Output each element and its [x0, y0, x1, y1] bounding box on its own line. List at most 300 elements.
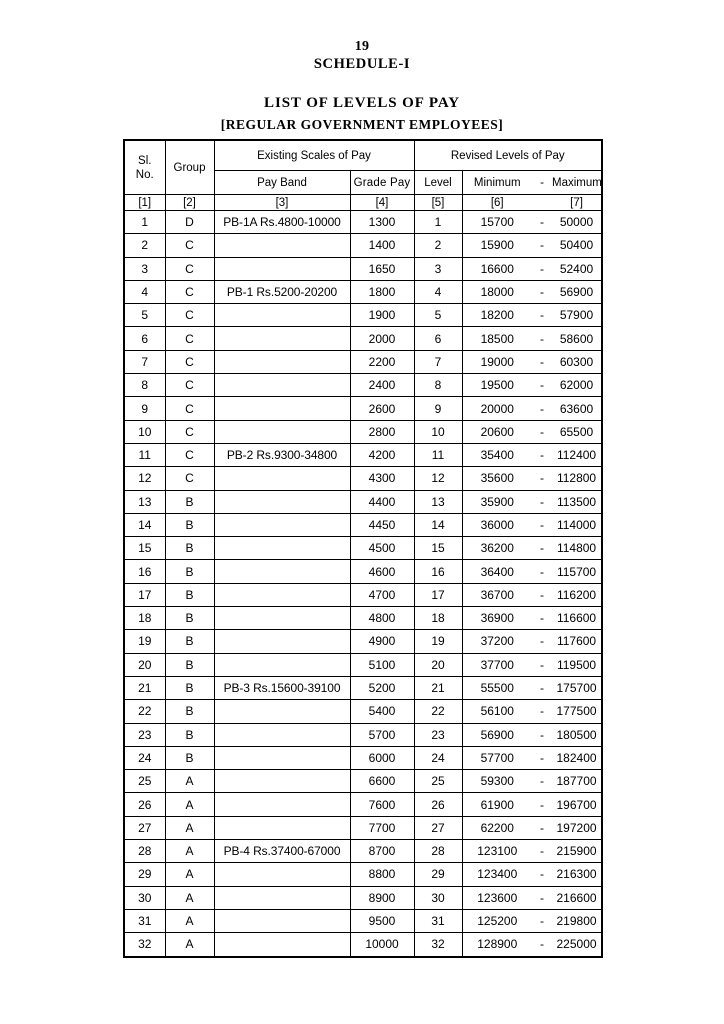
table-row	[124, 933, 602, 957]
header-row-column-numbers	[124, 195, 602, 211]
cell-level: 29	[414, 863, 462, 886]
column-number-5: [5]	[414, 195, 462, 211]
cell-group: B	[165, 607, 214, 630]
cell-group: A	[165, 840, 214, 863]
column-number-2: [2]	[165, 195, 214, 211]
cell-pay-band	[214, 793, 350, 816]
cell-range-dash: -	[532, 723, 552, 746]
cell-pay-band	[214, 350, 350, 373]
cell-group: C	[165, 397, 214, 420]
table-row	[124, 304, 602, 327]
cell-grade-pay: 2200	[350, 350, 414, 373]
cell-maximum: 112400	[552, 443, 602, 466]
cell-group: C	[165, 350, 214, 373]
cell-range-dash: -	[532, 886, 552, 909]
cell-group: C	[165, 257, 214, 280]
cell-grade-pay: 7600	[350, 793, 414, 816]
cell-grade-pay: 10000	[350, 933, 414, 957]
pay-levels-table-container	[123, 139, 601, 958]
cell-maximum: 180500	[552, 723, 602, 746]
cell-range-dash: -	[532, 350, 552, 373]
cell-level: 20	[414, 653, 462, 676]
cell-grade-pay: 1800	[350, 280, 414, 303]
cell-maximum: 116600	[552, 607, 602, 630]
cell-sl-no: 30	[124, 886, 165, 909]
cell-range-dash: -	[532, 653, 552, 676]
cell-pay-band: PB-2 Rs.9300-34800	[214, 443, 350, 466]
cell-sl-no: 2	[124, 234, 165, 257]
table-row	[124, 886, 602, 909]
cell-range-dash: -	[532, 933, 552, 957]
cell-grade-pay: 5100	[350, 653, 414, 676]
cell-maximum: 52400	[552, 257, 602, 280]
cell-group: B	[165, 700, 214, 723]
cell-range-dash: -	[532, 793, 552, 816]
cell-pay-band	[214, 560, 350, 583]
cell-grade-pay: 1900	[350, 304, 414, 327]
cell-range-dash: -	[532, 257, 552, 280]
table-row	[124, 467, 602, 490]
table-row	[124, 513, 602, 536]
cell-range-dash: -	[532, 234, 552, 257]
cell-pay-band	[214, 653, 350, 676]
cell-group: B	[165, 676, 214, 699]
cell-maximum: 197200	[552, 816, 602, 839]
cell-pay-band	[214, 467, 350, 490]
cell-sl-no: 20	[124, 653, 165, 676]
cell-maximum: 117600	[552, 630, 602, 653]
cell-sl-no: 6	[124, 327, 165, 350]
table-row	[124, 234, 602, 257]
cell-group: A	[165, 863, 214, 886]
column-number-7: [7]	[552, 195, 602, 211]
cell-level: 9	[414, 397, 462, 420]
cell-group: B	[165, 560, 214, 583]
page-number: 19	[354, 39, 370, 54]
pay-levels-table	[123, 139, 603, 958]
header-grade-pay: Grade Pay	[350, 171, 414, 195]
header-revised-levels: Revised Levels of Pay	[414, 140, 602, 171]
cell-maximum: 112800	[552, 467, 602, 490]
cell-grade-pay: 5700	[350, 723, 414, 746]
cell-pay-band	[214, 863, 350, 886]
cell-level: 25	[414, 770, 462, 793]
cell-maximum: 50400	[552, 234, 602, 257]
cell-pay-band	[214, 933, 350, 957]
cell-level: 5	[414, 304, 462, 327]
cell-group: C	[165, 374, 214, 397]
table-body	[124, 211, 602, 957]
cell-pay-band	[214, 537, 350, 560]
table-row	[124, 327, 602, 350]
cell-grade-pay: 4200	[350, 443, 414, 466]
cell-maximum: 175700	[552, 676, 602, 699]
cell-range-dash: -	[532, 700, 552, 723]
table-row	[124, 397, 602, 420]
cell-grade-pay: 1650	[350, 257, 414, 280]
cell-sl-no: 29	[124, 863, 165, 886]
cell-grade-pay: 4400	[350, 490, 414, 513]
cell-grade-pay: 2600	[350, 397, 414, 420]
cell-pay-band	[214, 909, 350, 932]
header-level: Level	[414, 171, 462, 195]
table-row	[124, 257, 602, 280]
cell-level: 28	[414, 840, 462, 863]
cell-minimum: 36700	[462, 583, 532, 606]
cell-pay-band	[214, 304, 350, 327]
column-number-4: [4]	[350, 195, 414, 211]
table-header	[124, 140, 602, 211]
cell-group: B	[165, 723, 214, 746]
cell-level: 22	[414, 700, 462, 723]
cell-maximum: 196700	[552, 793, 602, 816]
cell-group: B	[165, 630, 214, 653]
cell-level: 13	[414, 490, 462, 513]
cell-minimum: 36400	[462, 560, 532, 583]
table-row	[124, 607, 602, 630]
cell-range-dash: -	[532, 280, 552, 303]
cell-sl-no: 16	[124, 560, 165, 583]
cell-minimum: 35900	[462, 490, 532, 513]
cell-minimum: 36200	[462, 537, 532, 560]
cell-pay-band	[214, 607, 350, 630]
cell-level: 32	[414, 933, 462, 957]
cell-group: B	[165, 537, 214, 560]
header-range-dash: -	[532, 171, 552, 195]
cell-level: 11	[414, 443, 462, 466]
cell-range-dash: -	[532, 513, 552, 536]
table-row	[124, 909, 602, 932]
cell-pay-band	[214, 374, 350, 397]
cell-sl-no: 25	[124, 770, 165, 793]
table-row	[124, 374, 602, 397]
cell-maximum: 58600	[552, 327, 602, 350]
cell-minimum: 61900	[462, 793, 532, 816]
cell-maximum: 114000	[552, 513, 602, 536]
table-row	[124, 793, 602, 816]
cell-minimum: 19000	[462, 350, 532, 373]
cell-sl-no: 24	[124, 746, 165, 769]
cell-pay-band	[214, 257, 350, 280]
table-row	[124, 676, 602, 699]
cell-sl-no: 5	[124, 304, 165, 327]
cell-range-dash: -	[532, 863, 552, 886]
cell-grade-pay: 9500	[350, 909, 414, 932]
cell-maximum: 177500	[552, 700, 602, 723]
header-group: Group	[165, 140, 214, 195]
table-row	[124, 420, 602, 443]
cell-group: A	[165, 933, 214, 957]
cell-sl-no: 19	[124, 630, 165, 653]
table-row	[124, 840, 602, 863]
cell-sl-no: 8	[124, 374, 165, 397]
cell-minimum: 16600	[462, 257, 532, 280]
cell-maximum: 65500	[552, 420, 602, 443]
cell-group: B	[165, 653, 214, 676]
cell-range-dash: -	[532, 327, 552, 350]
cell-sl-no: 10	[124, 420, 165, 443]
cell-level: 21	[414, 676, 462, 699]
cell-grade-pay: 4800	[350, 607, 414, 630]
cell-range-dash: -	[532, 630, 552, 653]
cell-grade-pay: 2000	[350, 327, 414, 350]
cell-sl-no: 27	[124, 816, 165, 839]
column-number-3: [3]	[214, 195, 350, 211]
cell-pay-band	[214, 583, 350, 606]
cell-pay-band: PB-1A Rs.4800-10000	[214, 211, 350, 234]
cell-grade-pay: 5400	[350, 700, 414, 723]
table-row	[124, 700, 602, 723]
cell-minimum: 59300	[462, 770, 532, 793]
cell-maximum: 216600	[552, 886, 602, 909]
cell-grade-pay: 1400	[350, 234, 414, 257]
cell-minimum: 37200	[462, 630, 532, 653]
cell-maximum: 219800	[552, 909, 602, 932]
cell-sl-no: 7	[124, 350, 165, 373]
cell-maximum: 119500	[552, 653, 602, 676]
table-row	[124, 816, 602, 839]
cell-grade-pay: 4300	[350, 467, 414, 490]
table-row	[124, 537, 602, 560]
cell-grade-pay: 1300	[350, 211, 414, 234]
header-sl-no-line1: Sl.	[138, 154, 152, 167]
table-row	[124, 350, 602, 373]
header-sl-no-line2: No.	[135, 168, 154, 181]
cell-maximum: 56900	[552, 280, 602, 303]
column-number-spacer	[532, 195, 552, 211]
cell-pay-band: PB-3 Rs.15600-39100	[214, 676, 350, 699]
cell-minimum: 36000	[462, 513, 532, 536]
cell-level: 19	[414, 630, 462, 653]
cell-sl-no: 21	[124, 676, 165, 699]
cell-range-dash: -	[532, 211, 552, 234]
cell-group: A	[165, 816, 214, 839]
table-row	[124, 280, 602, 303]
cell-sl-no: 18	[124, 607, 165, 630]
table-row	[124, 863, 602, 886]
table-row	[124, 490, 602, 513]
cell-range-dash: -	[532, 909, 552, 932]
cell-range-dash: -	[532, 770, 552, 793]
cell-minimum: 18000	[462, 280, 532, 303]
cell-grade-pay: 8800	[350, 863, 414, 886]
cell-group: C	[165, 234, 214, 257]
cell-group: C	[165, 420, 214, 443]
cell-group: A	[165, 909, 214, 932]
cell-sl-no: 17	[124, 583, 165, 606]
cell-range-dash: -	[532, 537, 552, 560]
cell-pay-band	[214, 816, 350, 839]
cell-range-dash: -	[532, 304, 552, 327]
cell-group: B	[165, 490, 214, 513]
cell-pay-band	[214, 630, 350, 653]
cell-sl-no: 12	[124, 467, 165, 490]
cell-minimum: 19500	[462, 374, 532, 397]
cell-maximum: 60300	[552, 350, 602, 373]
cell-level: 3	[414, 257, 462, 280]
cell-maximum: 225000	[552, 933, 602, 957]
cell-minimum: 125200	[462, 909, 532, 932]
cell-level: 8	[414, 374, 462, 397]
cell-level: 23	[414, 723, 462, 746]
cell-maximum: 215900	[552, 840, 602, 863]
cell-range-dash: -	[532, 816, 552, 839]
cell-level: 14	[414, 513, 462, 536]
page-subtitle: [REGULAR GOVERNMENT EMPLOYEES]	[220, 117, 504, 132]
cell-sl-no: 28	[124, 840, 165, 863]
cell-pay-band	[214, 886, 350, 909]
cell-grade-pay: 4600	[350, 560, 414, 583]
cell-group: C	[165, 467, 214, 490]
cell-pay-band	[214, 397, 350, 420]
cell-pay-band	[214, 234, 350, 257]
cell-sl-no: 1	[124, 211, 165, 234]
cell-pay-band	[214, 746, 350, 769]
cell-sl-no: 3	[124, 257, 165, 280]
cell-sl-no: 14	[124, 513, 165, 536]
cell-group: C	[165, 304, 214, 327]
cell-level: 26	[414, 793, 462, 816]
cell-grade-pay: 8900	[350, 886, 414, 909]
cell-pay-band	[214, 490, 350, 513]
cell-range-dash: -	[532, 746, 552, 769]
cell-maximum: 62000	[552, 374, 602, 397]
cell-grade-pay: 4450	[350, 513, 414, 536]
cell-group: D	[165, 211, 214, 234]
cell-pay-band	[214, 723, 350, 746]
cell-group: A	[165, 793, 214, 816]
cell-range-dash: -	[532, 397, 552, 420]
cell-sl-no: 9	[124, 397, 165, 420]
cell-range-dash: -	[532, 467, 552, 490]
cell-sl-no: 13	[124, 490, 165, 513]
cell-range-dash: -	[532, 374, 552, 397]
header-sl-no	[124, 140, 165, 195]
cell-sl-no: 26	[124, 793, 165, 816]
cell-range-dash: -	[532, 840, 552, 863]
cell-maximum: 114800	[552, 537, 602, 560]
cell-range-dash: -	[532, 420, 552, 443]
cell-range-dash: -	[532, 490, 552, 513]
cell-minimum: 35600	[462, 467, 532, 490]
schedule-title: SCHEDULE-I	[313, 56, 411, 72]
cell-maximum: 187700	[552, 770, 602, 793]
table-row	[124, 770, 602, 793]
cell-sl-no: 31	[124, 909, 165, 932]
cell-minimum: 56100	[462, 700, 532, 723]
cell-grade-pay: 4500	[350, 537, 414, 560]
cell-pay-band	[214, 420, 350, 443]
cell-grade-pay: 7700	[350, 816, 414, 839]
cell-level: 1	[414, 211, 462, 234]
cell-minimum: 56900	[462, 723, 532, 746]
table-row	[124, 560, 602, 583]
table-row	[124, 583, 602, 606]
cell-pay-band	[214, 513, 350, 536]
cell-level: 2	[414, 234, 462, 257]
cell-pay-band: PB-1 Rs.5200-20200	[214, 280, 350, 303]
cell-level: 30	[414, 886, 462, 909]
cell-level: 16	[414, 560, 462, 583]
cell-minimum: 57700	[462, 746, 532, 769]
page-title: LIST OF LEVELS OF PAY	[264, 95, 460, 111]
cell-minimum: 20600	[462, 420, 532, 443]
table-row	[124, 723, 602, 746]
cell-sl-no: 11	[124, 443, 165, 466]
cell-range-dash: -	[532, 583, 552, 606]
cell-minimum: 18200	[462, 304, 532, 327]
cell-group: C	[165, 443, 214, 466]
header-row-top	[124, 140, 602, 171]
cell-level: 17	[414, 583, 462, 606]
cell-sl-no: 32	[124, 933, 165, 957]
cell-grade-pay: 4900	[350, 630, 414, 653]
table-row	[124, 630, 602, 653]
cell-grade-pay: 4700	[350, 583, 414, 606]
cell-minimum: 36900	[462, 607, 532, 630]
cell-grade-pay: 8700	[350, 840, 414, 863]
cell-maximum: 57900	[552, 304, 602, 327]
table-row	[124, 653, 602, 676]
cell-grade-pay: 2800	[350, 420, 414, 443]
cell-minimum: 37700	[462, 653, 532, 676]
header-pay-band: Pay Band	[214, 171, 350, 195]
column-number-1: [1]	[124, 195, 165, 211]
cell-grade-pay: 2400	[350, 374, 414, 397]
cell-grade-pay: 5200	[350, 676, 414, 699]
cell-pay-band: PB-4 Rs.37400-67000	[214, 840, 350, 863]
cell-group: A	[165, 886, 214, 909]
cell-range-dash: -	[532, 560, 552, 583]
cell-minimum: 15700	[462, 211, 532, 234]
cell-level: 7	[414, 350, 462, 373]
cell-group: C	[165, 280, 214, 303]
cell-level: 24	[414, 746, 462, 769]
cell-minimum: 18500	[462, 327, 532, 350]
header-minimum: Minimum	[462, 171, 532, 195]
cell-level: 31	[414, 909, 462, 932]
cell-minimum: 55500	[462, 676, 532, 699]
cell-minimum: 35400	[462, 443, 532, 466]
cell-maximum: 50000	[552, 211, 602, 234]
cell-maximum: 116200	[552, 583, 602, 606]
cell-group: A	[165, 770, 214, 793]
cell-level: 15	[414, 537, 462, 560]
cell-group: B	[165, 583, 214, 606]
table-row	[124, 211, 602, 234]
cell-group: C	[165, 327, 214, 350]
cell-level: 18	[414, 607, 462, 630]
cell-range-dash: -	[532, 443, 552, 466]
header-maximum: Maximum	[552, 171, 602, 195]
cell-level: 4	[414, 280, 462, 303]
cell-pay-band	[214, 770, 350, 793]
cell-maximum: 63600	[552, 397, 602, 420]
cell-group: B	[165, 746, 214, 769]
cell-minimum: 128900	[462, 933, 532, 957]
cell-minimum: 15900	[462, 234, 532, 257]
column-number-6: [6]	[462, 195, 532, 211]
cell-sl-no: 23	[124, 723, 165, 746]
cell-pay-band	[214, 700, 350, 723]
cell-level: 6	[414, 327, 462, 350]
cell-sl-no: 4	[124, 280, 165, 303]
page-headings	[0, 0, 724, 134]
cell-maximum: 113500	[552, 490, 602, 513]
cell-minimum: 62200	[462, 816, 532, 839]
cell-minimum: 123400	[462, 863, 532, 886]
cell-sl-no: 22	[124, 700, 165, 723]
